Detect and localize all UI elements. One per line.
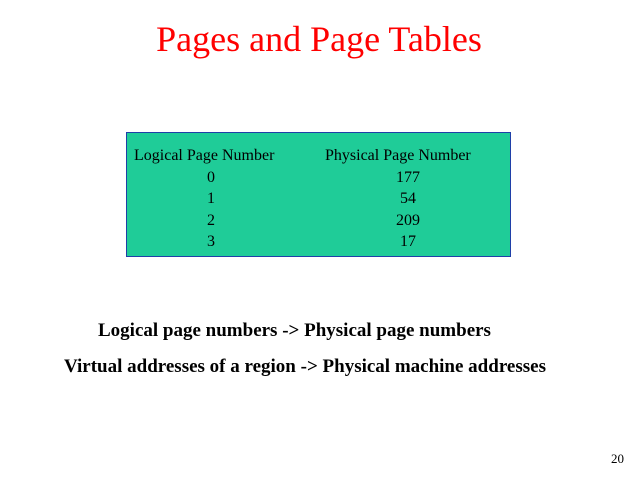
slide-title: Pages and Page Tables (156, 19, 482, 59)
physical-cell: 17 (400, 233, 416, 250)
logical-cell: 0 (207, 168, 215, 186)
logical-cell: 3 (207, 233, 215, 250)
mapping-line-pages: Logical page numbers -> Physical page numbers (98, 320, 491, 341)
page-table (126, 132, 511, 257)
logical-cell: 2 (207, 211, 215, 229)
logical-header: Logical Page Number (134, 147, 275, 164)
logical-column (134, 145, 304, 253)
mapping-line-addresses: Virtual addresses of a region -> Physical machine addresses (64, 356, 546, 377)
physical-header: Physical Page Number (325, 147, 471, 164)
physical-cell: 177 (396, 168, 420, 186)
physical-cell: 54 (400, 190, 416, 207)
physical-cell: 209 (396, 211, 420, 229)
logical-cell: 1 (207, 190, 215, 207)
page-number: 20 (611, 451, 624, 466)
physical-column (325, 145, 495, 253)
